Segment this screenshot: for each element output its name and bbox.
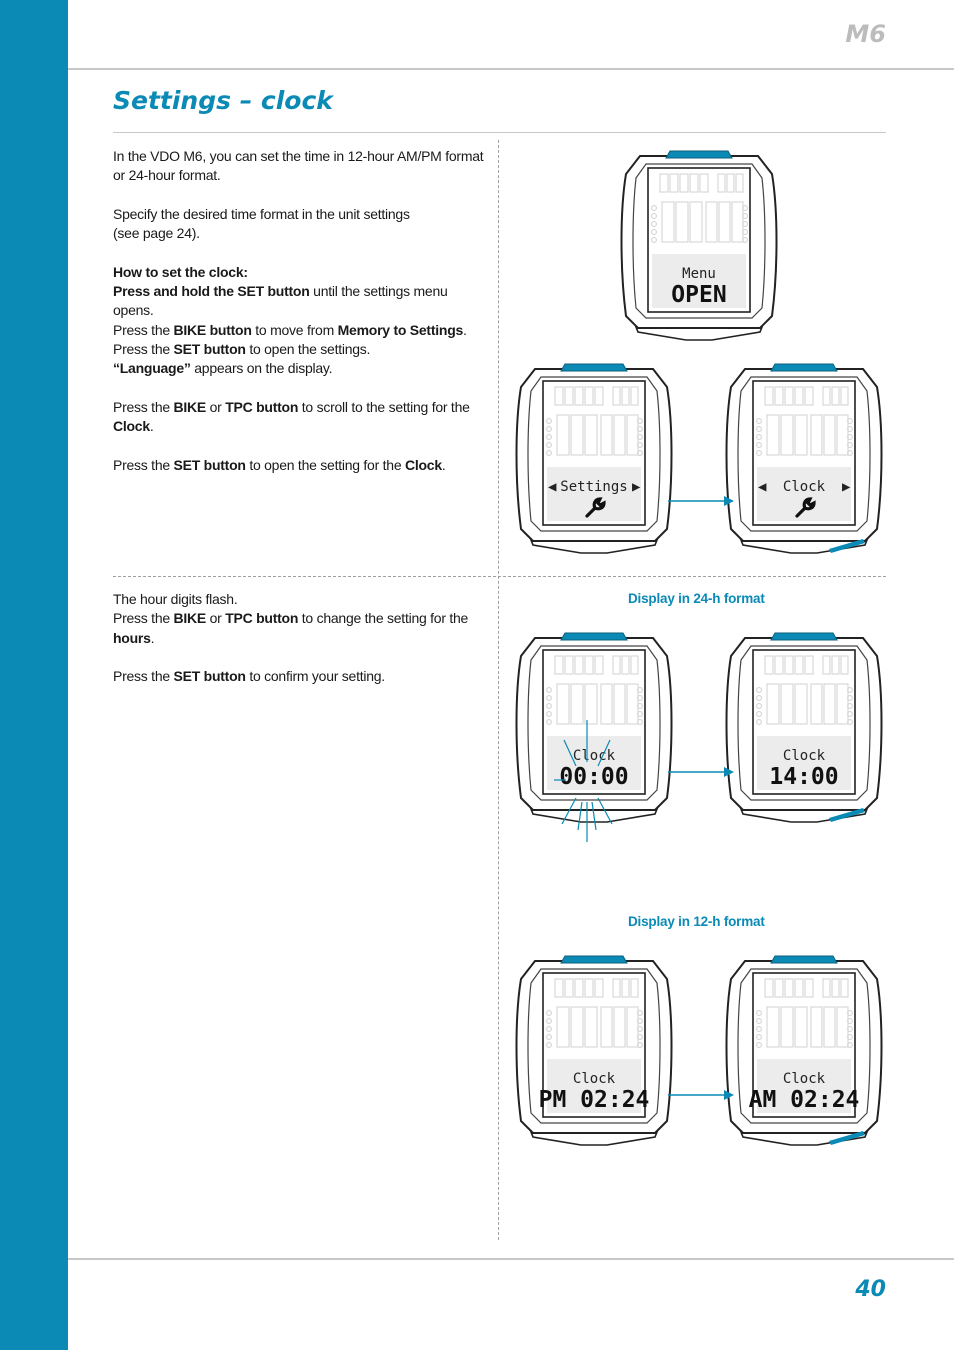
- svg-text:Clock: Clock: [572, 748, 616, 764]
- step-change-hours: Press the BIKE or TPC button to change the setting for the hours.: [113, 610, 469, 646]
- device-menu-open: [620, 150, 778, 342]
- svg-text:Settings: Settings: [560, 479, 628, 495]
- svg-text:Clock: Clock: [782, 479, 826, 495]
- step-language: “Language” appears on the display.: [113, 360, 333, 377]
- svg-text:OPEN: OPEN: [671, 282, 727, 308]
- intro-paragraph: In the VDO M6, you can set the time in 12-hour AM/PM format or 24-hour format.: [113, 148, 484, 184]
- cycle-computer-icon: [515, 955, 673, 1147]
- step-hold-set: Press and hold the SET button until the settings menu opens.: [113, 283, 448, 319]
- svg-text:Clock: Clock: [782, 748, 826, 764]
- hours-flash: The hour digits flash.: [113, 591, 238, 607]
- svg-text:14:00: 14:00: [769, 764, 839, 790]
- svg-text:◀: ◀: [758, 479, 767, 495]
- svg-text:Clock: Clock: [572, 1071, 616, 1087]
- device-clock-am: [725, 955, 883, 1147]
- cycle-computer-icon: [515, 363, 673, 555]
- step-scroll: Press the BIKE or TPC button to scroll to the setting for the Clock.: [113, 398, 470, 435]
- step-confirm: Press the SET button to confirm your setting.: [113, 668, 385, 685]
- device-clock-1400: [725, 632, 883, 824]
- device-settings: [515, 363, 673, 555]
- svg-text:AM 02:24: AM 02:24: [748, 1087, 860, 1113]
- cycle-computer-icon: [725, 955, 883, 1147]
- step-open-clock: Press the SET button to open the setting for the Clock.: [113, 456, 446, 473]
- header-rule: [68, 68, 954, 70]
- cycle-computer-icon: [620, 150, 778, 342]
- arrow-right-icon: [668, 1088, 734, 1102]
- title-rule: [113, 132, 886, 133]
- device-clock-select: [725, 363, 883, 555]
- cycle-computer-icon: [725, 363, 883, 555]
- section1-text: [113, 147, 485, 475]
- page-title: Settings – clock: [113, 86, 333, 115]
- device-clock-pm: [515, 955, 673, 1147]
- svg-text:◀: ◀: [548, 479, 557, 495]
- model-name: M6: [845, 20, 886, 48]
- section-divider: [113, 576, 886, 577]
- cycle-computer-icon: [725, 632, 883, 824]
- svg-text:00:00: 00:00: [559, 764, 629, 790]
- caption-24h: Display in 24-h format: [628, 591, 765, 606]
- arrow-right-icon: [668, 765, 734, 779]
- flash-marks-icon: [548, 718, 628, 844]
- section2-text: [113, 590, 485, 686]
- svg-text:▶: ▶: [632, 479, 641, 495]
- side-color-bar: [0, 0, 68, 1350]
- step-set: Press the SET button to open the settings.: [113, 340, 371, 357]
- caption-12h: Display in 12-h format: [628, 914, 765, 929]
- svg-text:▶: ▶: [842, 479, 851, 495]
- svg-text:Menu: Menu: [682, 266, 716, 282]
- howto-heading: How to set the clock:: [113, 263, 248, 280]
- column-divider: [498, 140, 499, 1240]
- footer-rule: [68, 1258, 954, 1260]
- svg-text:Clock: Clock: [782, 1071, 826, 1087]
- page-number: 40: [855, 1277, 886, 1302]
- arrow-right-icon: [668, 494, 734, 508]
- svg-text:PM 02:24: PM 02:24: [538, 1087, 650, 1113]
- step-bike: Press the BIKE button to move from Memory to Settings.: [113, 321, 467, 338]
- format-paragraph: Specify the desired time format in the unit settings (see page 24).: [113, 205, 410, 242]
